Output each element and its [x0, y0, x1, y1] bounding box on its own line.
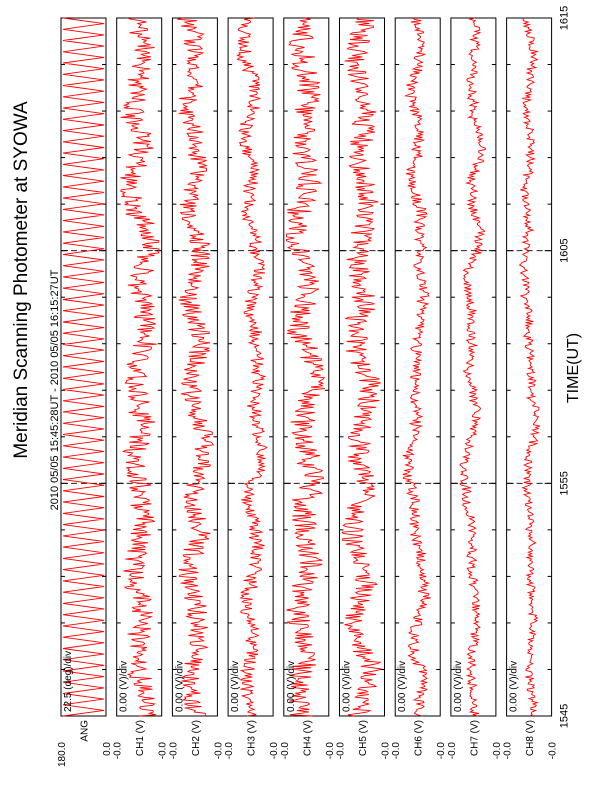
- y-bottom-label: -0.0: [380, 742, 392, 760]
- y-bottom-label: -0.0: [324, 742, 336, 760]
- panel-ang: [57, 18, 113, 767]
- data-series-line: [118, 18, 160, 716]
- scale-label: 0.00 (V)/div: [118, 660, 130, 712]
- channel-label: CH5 (V): [358, 720, 369, 757]
- scale-label: 0.00 (V)/div: [230, 660, 242, 712]
- x-tick-label: 1555: [558, 471, 571, 496]
- y-bottom-label: -0.0: [547, 742, 559, 760]
- y-top-label: -0.0: [335, 742, 347, 760]
- panel-ch6: [391, 18, 447, 759]
- panel-frame: [61, 18, 106, 716]
- channel-label: ANG: [79, 720, 91, 742]
- data-series-line: [520, 18, 540, 716]
- panel-ch4: [280, 18, 336, 759]
- panel-ch1: [113, 18, 169, 759]
- scale-label: 0.00 (V)/div: [397, 660, 409, 712]
- scale-label: 0.00 (V)/div: [452, 660, 464, 712]
- channel-label: CH2 (V): [190, 720, 202, 757]
- y-top-label: -0.0: [502, 742, 514, 760]
- time-range-label: 2010 05/05 15:45:28UT - 2010 05/05 16:15:27UT: [49, 269, 61, 511]
- channel-label: CH6 (V): [413, 720, 425, 757]
- scale-label: 0.00 (V)/div: [341, 660, 353, 712]
- y-bottom-label: 0.0: [102, 742, 113, 756]
- channel-label: CH4 (V): [302, 720, 314, 757]
- channel-label: CH8 (V): [525, 720, 537, 757]
- data-series-line: [460, 18, 486, 716]
- scale-label: 22.5 (deg)/div: [63, 650, 74, 712]
- data-series-line: [403, 18, 431, 716]
- data-series-line: [177, 18, 213, 716]
- data-series-line: [63, 18, 104, 716]
- x-axis-label: TIME(UT): [565, 332, 582, 404]
- panel-ch8: [503, 18, 559, 759]
- panel-frame: [284, 18, 329, 716]
- panel-frame: [117, 18, 162, 716]
- channel-label: CH1 (V): [135, 720, 147, 757]
- y-top-label: 180.0: [57, 742, 68, 768]
- y-bottom-label: -0.0: [213, 742, 225, 760]
- data-series-line: [238, 18, 267, 716]
- y-bottom-label: -0.0: [491, 742, 503, 760]
- y-bottom-label: -0.0: [157, 742, 169, 760]
- y-top-label: -0.0: [279, 742, 291, 760]
- panels: [57, 18, 559, 767]
- y-bottom-label: -0.0: [269, 742, 281, 760]
- x-tick-label: 1545: [558, 703, 571, 729]
- y-bottom-label: -0.0: [436, 742, 448, 760]
- scale-label: 0.00 (V)/div: [508, 660, 520, 712]
- panel-ch5: [336, 18, 392, 759]
- channel-label: CH3 (V): [246, 720, 258, 757]
- panel-frame: [340, 18, 385, 716]
- x-tick-label: 1605: [558, 238, 571, 263]
- x-tick-label: 1615: [558, 5, 571, 31]
- data-series-line: [342, 18, 382, 716]
- panel-frame: [507, 18, 552, 716]
- data-series-line: [287, 18, 325, 716]
- panel-ch2: [168, 18, 224, 759]
- chart-title: Meridian Scanning Photometer at SYOWA: [11, 101, 32, 459]
- scale-label: 0.00 (V)/div: [174, 660, 186, 712]
- y-top-label: -0.0: [391, 742, 403, 760]
- y-top-label: -0.0: [224, 742, 236, 760]
- panel-frame: [451, 18, 496, 716]
- channel-label: CH7 (V): [469, 720, 481, 757]
- scale-label: 0.00 (V)/div: [285, 660, 297, 712]
- y-top-label: -0.0: [168, 742, 180, 760]
- panel-ch7: [447, 18, 503, 759]
- panel-frame: [228, 18, 273, 716]
- y-top-label: -0.0: [446, 742, 458, 760]
- y-top-label: -0.0: [112, 742, 124, 760]
- panel-ch3: [224, 18, 280, 759]
